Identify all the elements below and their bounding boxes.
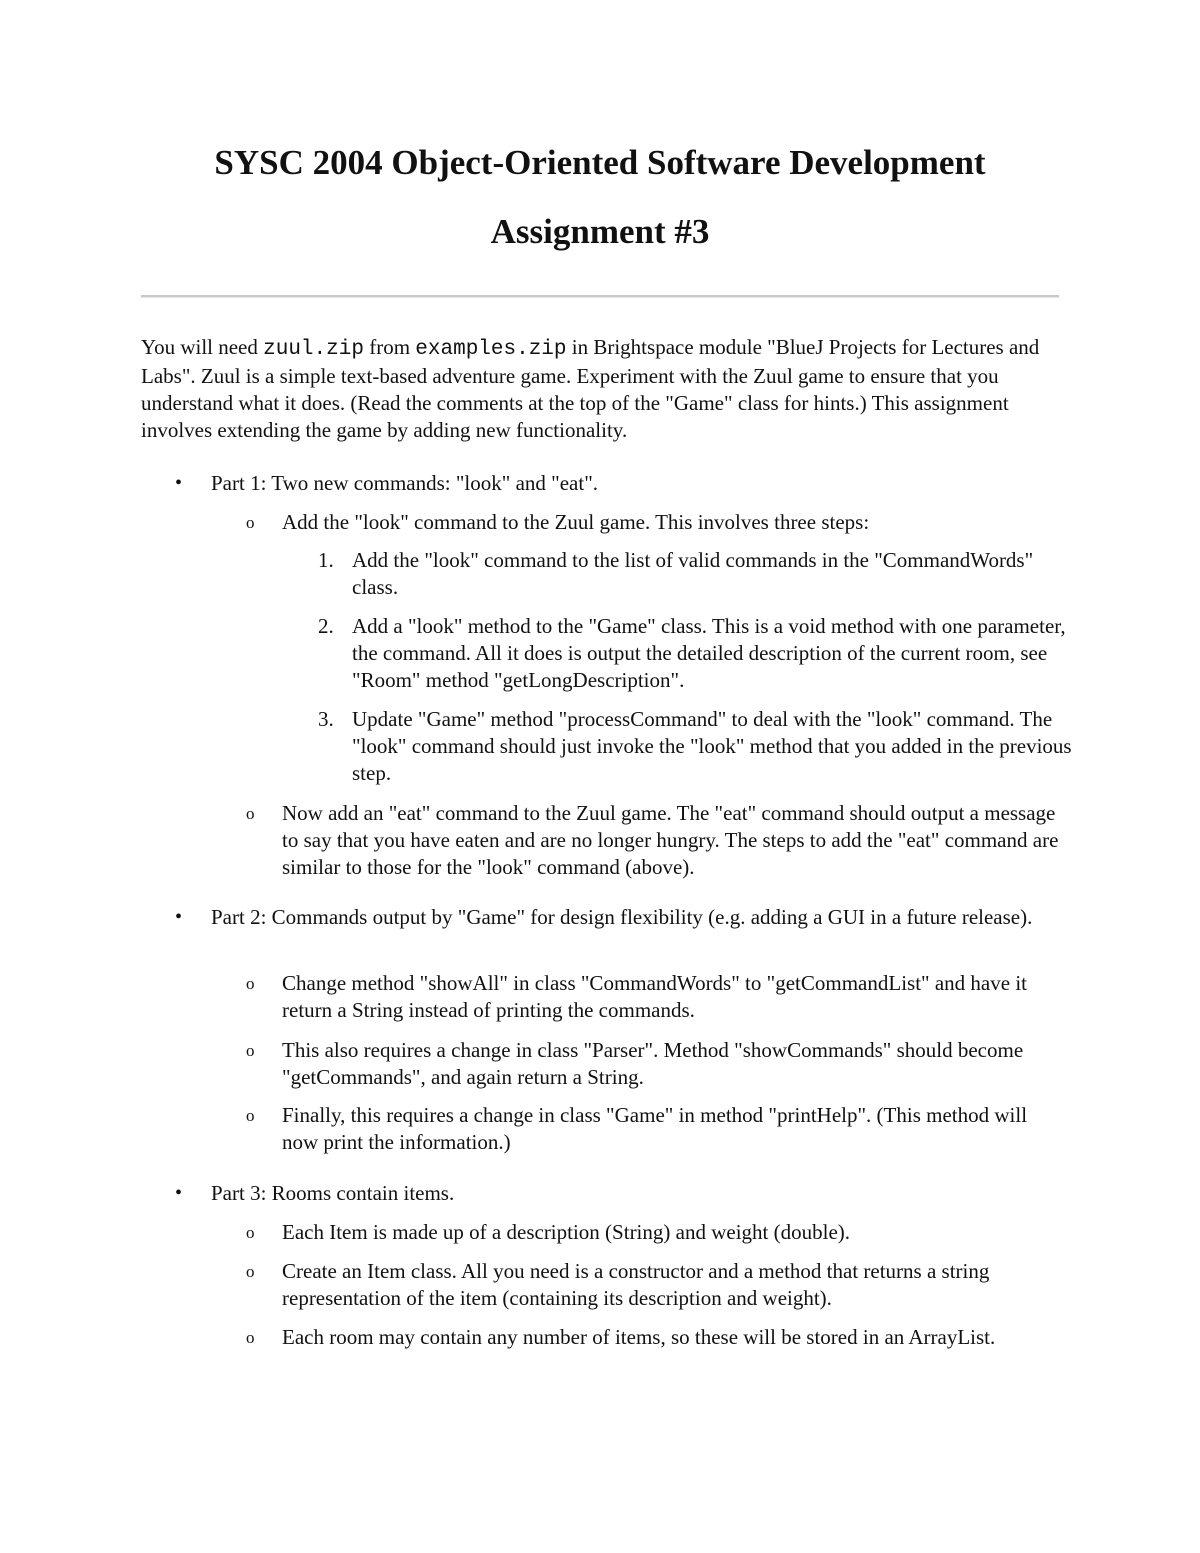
part1-step2: Add a "look" method to the "Game" class. This is a void method with one parameter, the command. All it does is output the detailed description of the current room, see "Room" method "getLongDescription". [352, 614, 1066, 692]
part1-look-item: Add the "look" command to the Zuul game. This involves three steps: [282, 510, 870, 534]
assignment-title: Assignment #3 [490, 212, 710, 251]
sub-bullet-icon: o [246, 1262, 255, 1281]
step-number: 1. [318, 548, 334, 572]
part1-eat-item: Now add an "eat" command to the Zuul game. The "eat" command should output a message to say that you have eaten and are no longer hungry. The steps to add the "eat" command are similar to those for the "look" command (above). [282, 801, 1059, 879]
zuul-zip-filename: zuul.zip [263, 338, 364, 361]
intro-text-2: from [363, 335, 416, 359]
part1-heading: Part 1: Two new commands: "look" and "eat". [211, 471, 599, 495]
bullet-icon: • [175, 906, 183, 928]
part2-item-1: Change method "showAll" in class "CommandWords" to "getCommandList" and have it return a String instead of printing the commands. [282, 971, 1027, 1022]
part1-step1: Add the "look" command to the list of valid commands in the "CommandWords" class. [352, 548, 1034, 599]
part2-item-3: Finally, this requires a change in class "Game" in method "printHelp". (This method will now print the information.) [282, 1103, 1028, 1154]
horizontal-divider [141, 295, 1059, 298]
step-number: 3. [318, 707, 334, 731]
intro-text-3: in Brightspace module "BlueJ Projects for Lectures and Labs". Zuul is a simple text-based adventure game. Experiment with the Zuul game to ensure that you understand what it does. (Read the comments at the top of the "Game" class for hints.) This assignment involves extending the game by adding new functionality. [141, 335, 1040, 442]
sub-bullet-icon: o [246, 1328, 255, 1347]
examples-zip-filename: examples.zip [415, 338, 567, 361]
part3-item-2: Create an Item class. All you need is a constructor and a method that returns a string representation of the item (containing its description and weight). [282, 1259, 990, 1310]
intro-paragraph [141, 334, 1061, 444]
sub-bullet-icon: o [246, 1223, 255, 1242]
intro-text-1: You will need [141, 335, 264, 359]
document-title: SYSC 2004 Object-Oriented Software Development [214, 143, 986, 182]
part2-item-2: This also requires a change in class "Parser". Method "showCommands" should become "getCommands", and again return a String. [282, 1038, 1024, 1089]
bullet-icon: • [175, 1182, 183, 1204]
sub-bullet-icon: o [246, 804, 255, 823]
part3-item-3: Each room may contain any number of items, so these will be stored in an ArrayList. [282, 1325, 996, 1349]
sub-bullet-icon: o [246, 1106, 255, 1125]
sub-bullet-icon: o [246, 974, 255, 993]
part1-step3: Update "Game" method "processCommand" to deal with the "look" command. The "look" command should just invoke the "look" method that you added in the previous step. [352, 707, 1072, 785]
sub-bullet-icon: o [246, 513, 255, 532]
part3-item-1: Each Item is made up of a description (String) and weight (double). [282, 1220, 851, 1244]
bullet-icon: • [175, 472, 183, 494]
part3-heading: Part 3: Rooms contain items. [211, 1181, 455, 1205]
sub-bullet-icon: o [246, 1041, 255, 1060]
part2-heading: Part 2: Commands output by "Game" for design flexibility (e.g. adding a GUI in a future release). [211, 905, 1033, 929]
step-number: 2. [318, 614, 334, 638]
